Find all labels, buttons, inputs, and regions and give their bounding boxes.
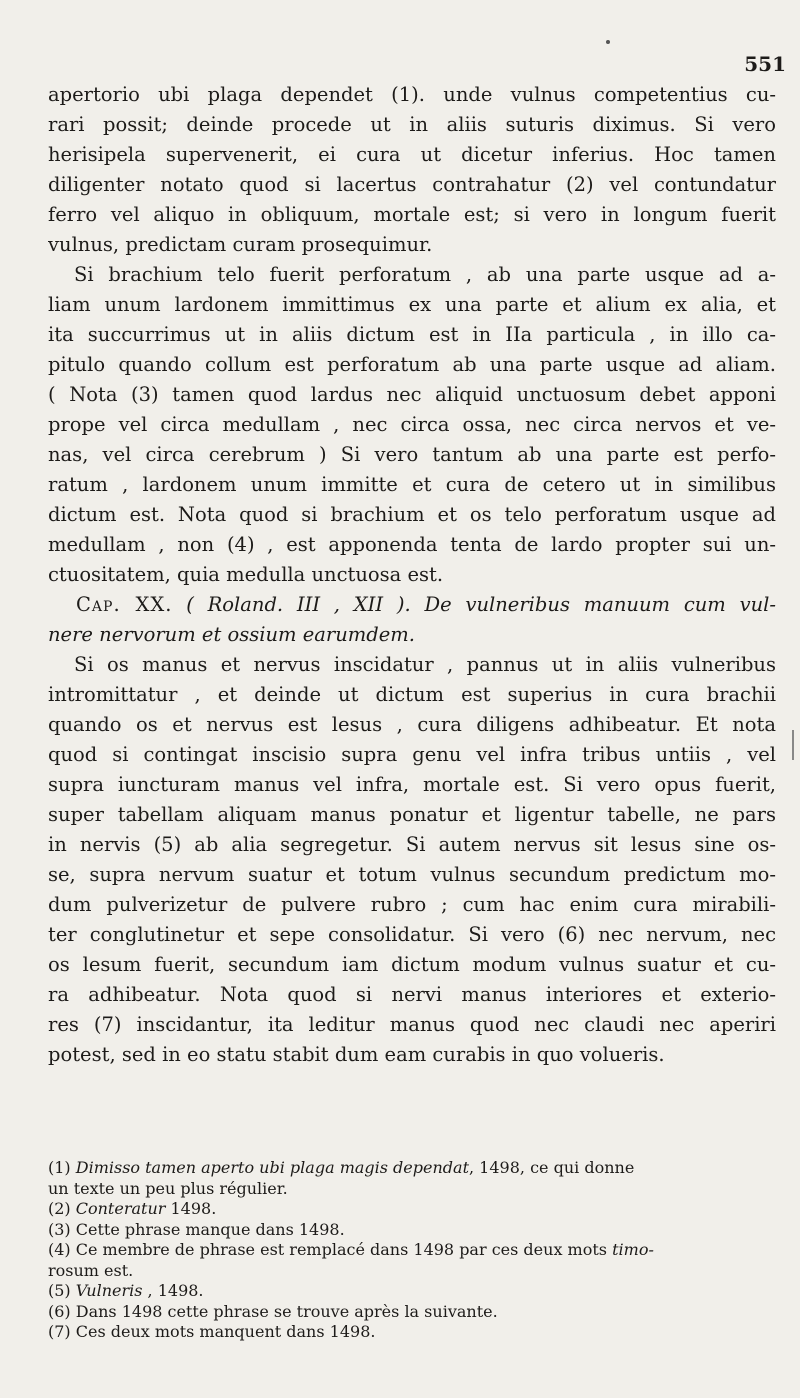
text-line: ra adhibeatur. Nota quod si nervi manus interiores et exterio-: [48, 983, 776, 1006]
text-line: prope vel circa medullam , nec circa ossa, nec circa nervos et ve-: [48, 413, 776, 436]
text-line: nas, vel circa cerebrum ) Si vero tantum ab una parte est perfo-: [48, 443, 776, 466]
text-line: pitulo quando collum est perforatum ab una parte usque ad aliam.: [48, 353, 776, 376]
footnotes: [48, 1158, 776, 1343]
text-line: apertorio ubi plaga dependet (1). unde vulnus competentius cu-: [48, 83, 776, 106]
footnote-6: (6) Dans 1498 cette phrase se trouve après la suivante.: [48, 1301, 498, 1321]
text-line: medullam , non (4) , est apponenda tenta de lardo propter sui un-: [48, 533, 776, 556]
footnote-5-variant: Vulneris: [75, 1281, 143, 1300]
text-line: ratum , lardonem unum immitte et cura de cetero ut in similibus: [48, 473, 776, 496]
ink-speck: [606, 40, 610, 44]
text-line: herisipela supervenerit, ei cura ut dicetur inferius. Hoc tamen: [48, 143, 776, 166]
text-line: ferro vel aliquo in obliquum, mortale est; si vero in longum fuerit: [48, 203, 776, 226]
chapter-heading-line-2: nere nervorum et ossium earumdem.: [48, 623, 415, 646]
footnote-5-rest: , 1498.: [142, 1281, 204, 1300]
footnote-2-rest: 1498.: [165, 1199, 217, 1218]
main-text: [48, 80, 776, 1070]
text-line: ita succurrimus ut in aliis dictum est in IIa particula , in illo ca-: [48, 323, 776, 346]
footnote-4-cont: rosum est.: [48, 1260, 134, 1280]
footnote-1-rest: , 1498, ce qui donne: [469, 1158, 635, 1177]
text-line: os lesum fuerit, secundum iam dictum modum vulnus suatur et cu-: [48, 953, 776, 976]
footnote-2: [48, 1199, 776, 1220]
footnote-3: (3) Cette phrase manque dans 1498.: [48, 1219, 345, 1239]
text-line: ( Nota (3) tamen quod lardus nec aliquid unctuosum debet apponi: [48, 383, 776, 406]
chapter-heading-line-1: [48, 590, 776, 620]
text-line: vulnus, predictam curam prosequimur.: [48, 233, 433, 256]
text-line: quando os et nervus est lesus , cura diligens adhibeatur. Et nota: [48, 713, 776, 736]
paragraph-block-1: [48, 80, 776, 590]
paragraph-block-2: [48, 650, 776, 1070]
text-line: liam unum lardonem immittimus ex una parte et alium ex alia, et: [48, 293, 776, 316]
text-line: supra iuncturam manus vel infra, mortale est. Si vero opus fuerit,: [48, 773, 776, 796]
text-line: dictum est. Nota quod si brachium et os telo perforatum usque ad: [48, 503, 776, 526]
text-line: potest, sed in eo statu stabit dum eam curabis in quo volueris.: [48, 1043, 665, 1066]
footnote-1-cont: un texte un peu plus régulier.: [48, 1178, 288, 1198]
chapter-title-part-1: ( Roland. III , XII ). De vulneribus manuum cum vul-: [172, 593, 776, 616]
chapter-number: Cap. XX.: [76, 593, 173, 616]
text-line: res (7) inscidantur, ita leditur manus quod nec claudi nec aperiri: [48, 1013, 776, 1036]
text-line: ter conglutinetur et sepe consolidatur. Si vero (6) nec nervum, nec: [48, 923, 776, 946]
text-line: se, supra nervum suatur et totum vulnus secundum predictum mo-: [48, 863, 776, 886]
footnote-5: [48, 1281, 776, 1302]
footnote-2-num: (2): [48, 1199, 76, 1218]
page-number: 551: [744, 52, 786, 76]
text-line: rari possit; deinde procede ut in aliis suturis diximus. Si vero: [48, 113, 776, 136]
text-line: dum pulverizetur de pulvere rubro ; cum hac enim cura mirabili-: [48, 893, 776, 916]
footnote-1-num: (1): [48, 1158, 76, 1177]
footnote-5-num: (5): [48, 1281, 76, 1300]
text-line: quod si contingat inscisio supra genu vel infra tribus untiis , vel: [48, 743, 776, 766]
text-line: super tabellam aliquam manus ponatur et ligentur tabelle, ne pars: [48, 803, 776, 826]
text-line: Si brachium telo fuerit perforatum , ab una parte usque ad a-: [74, 263, 776, 286]
footnote-4-variant: timo-: [612, 1240, 654, 1259]
footnote-2-variant: Conteratur: [75, 1199, 166, 1218]
text-line: intromittatur , et deinde ut dictum est superius in cura brachii: [48, 683, 776, 706]
footnote-1: [48, 1158, 776, 1179]
page-edge-mark: [792, 730, 794, 760]
text-line: Si os manus et nervus inscidatur , pannus ut in aliis vulneribus: [74, 653, 776, 676]
footnote-4: [48, 1240, 776, 1261]
text-line: diligenter notato quod si lacertus contrahatur (2) vel contundatur: [48, 173, 776, 196]
text-line: in nervis (5) ab alia segregetur. Si autem nervus sit lesus sine os-: [48, 833, 776, 856]
footnote-7: (7) Ces deux mots manquent dans 1498.: [48, 1322, 376, 1341]
footnote-1-variant: Dimisso tamen aperto ubi plaga magis dependat: [75, 1158, 469, 1177]
footnote-4-text: (4) Ce membre de phrase est remplacé dans 1498 par ces deux mots: [48, 1240, 613, 1259]
text-line: ctuositatem, quia medulla unctuosa est.: [48, 563, 444, 586]
